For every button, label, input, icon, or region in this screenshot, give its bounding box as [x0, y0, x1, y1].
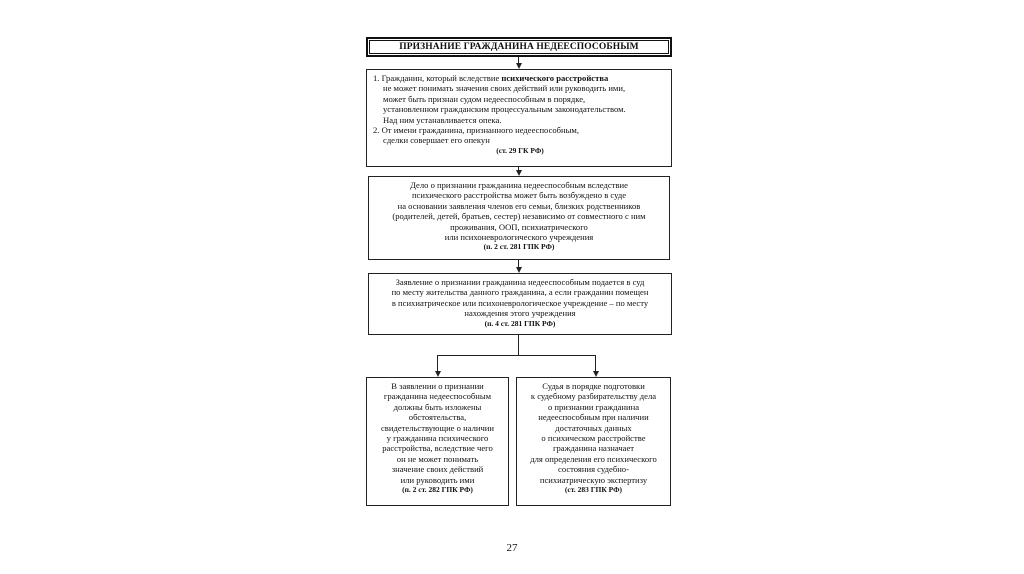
box3-line-2: по месту жительства данного гражданина, а если гражданин помещен	[391, 287, 649, 298]
box3-line-1: Заявление о признании гражданина недееспособным подается в суд	[395, 277, 645, 287]
box3-line-4: нахождения этого учреждения	[464, 308, 576, 319]
box2-line-4: (родителей, детей, братьев, сестер) независимо от совместного с ним	[392, 211, 646, 222]
box5-reference: (ст. 283 ГПК РФ)	[564, 485, 623, 495]
diagram-title-box	[366, 37, 672, 57]
box1-line-1-bold: психического расстройства	[501, 73, 609, 83]
box4-line-8: он не может понимать	[396, 453, 479, 464]
box2-reference: (п. 2 ст. 281 ГПК РФ)	[483, 242, 555, 252]
box1-line-6: 2. От имени гражданина, признанного недееспособным,	[373, 125, 580, 136]
box1-line-2: не может понимать значения своих действий или руководить ими,	[383, 83, 626, 94]
box1-line-1-text: 1. Гражданин, который вследствие	[373, 73, 502, 83]
box4-line-6: у гражданина психического	[386, 433, 489, 444]
box1-line-1	[373, 73, 667, 83]
page-number: 27	[506, 542, 518, 554]
box5-line-10: психиатрическую экспертизу	[539, 474, 648, 485]
box2-line-5: проживания, ООП, психиатрического	[450, 221, 588, 232]
box5-line-6: о психическом расстройстве	[541, 433, 646, 444]
application-content-box	[366, 377, 509, 506]
box5-line-7: гражданина назначает	[552, 443, 635, 454]
box4-line-10: или руководить ими	[400, 474, 475, 485]
box4-reference: (п. 2 ст. 282 ГПК РФ)	[402, 485, 473, 495]
box5-line-5: достаточных данных	[555, 422, 632, 433]
connector-line	[518, 335, 519, 356]
box3-reference: (п. 4 ст. 281 ГПК РФ)	[484, 318, 556, 328]
box1-reference: (ст. 29 ГК РФ)	[496, 145, 544, 155]
box4-line-2: гражданина недееспособным	[383, 391, 492, 402]
box2-line-3: на основании заявления членов его семьи, близких родственников	[397, 200, 641, 211]
diagram-title: ПРИЗНАНИЕ ГРАЖДАНИНА НЕДЕЕСПОСОБНЫМ	[369, 40, 669, 54]
box1-line-4: установленном гражданским процессуальным законодательством.	[383, 104, 626, 115]
box4-line-9: значение своих действий	[391, 464, 484, 475]
box4-line-5: свидетельствующие о наличии	[380, 422, 494, 433]
judge-examination-box	[516, 377, 671, 506]
box5-line-4: недееспособным при наличии	[538, 412, 649, 423]
box4-line-1: В заявлении о признании	[391, 381, 484, 391]
connector-branch-line	[437, 355, 596, 356]
box4-line-3: должны быть изложены	[393, 401, 482, 412]
box2-line-2: психического расстройства может быть возбуждено в суде	[411, 190, 627, 201]
box5-line-3: о признании гражданина	[547, 401, 640, 412]
box4-line-4: обстоятельства,	[408, 412, 467, 423]
box3-line-3: в психиатрическое или психоневрологическое учреждение – по месту	[391, 297, 649, 308]
box5-line-9: состояния судебно-	[558, 464, 629, 475]
case-initiation-box	[368, 176, 670, 260]
box5-line-2: к судебному разбирательству дела	[530, 391, 657, 402]
civil-code-article-29-box	[366, 69, 672, 167]
box5-line-8: для определения его психического	[530, 453, 657, 464]
box5-line-1: Судья в порядке подготовки	[542, 381, 645, 391]
box2-line-1: Дело о признании гражданина недееспособным вследствие	[410, 180, 628, 190]
box1-line-5: Над ним устанавливается опека.	[383, 114, 502, 125]
application-filing-box	[368, 273, 672, 335]
box2-line-6: или психоневрологического учреждения	[444, 232, 594, 243]
box1-line-7: сделки совершает его опекун	[383, 135, 490, 146]
box4-line-7: расстройства, вследствие чего	[382, 443, 493, 454]
box1-line-3: может быть признан судом недееспособным в порядке,	[383, 93, 586, 104]
